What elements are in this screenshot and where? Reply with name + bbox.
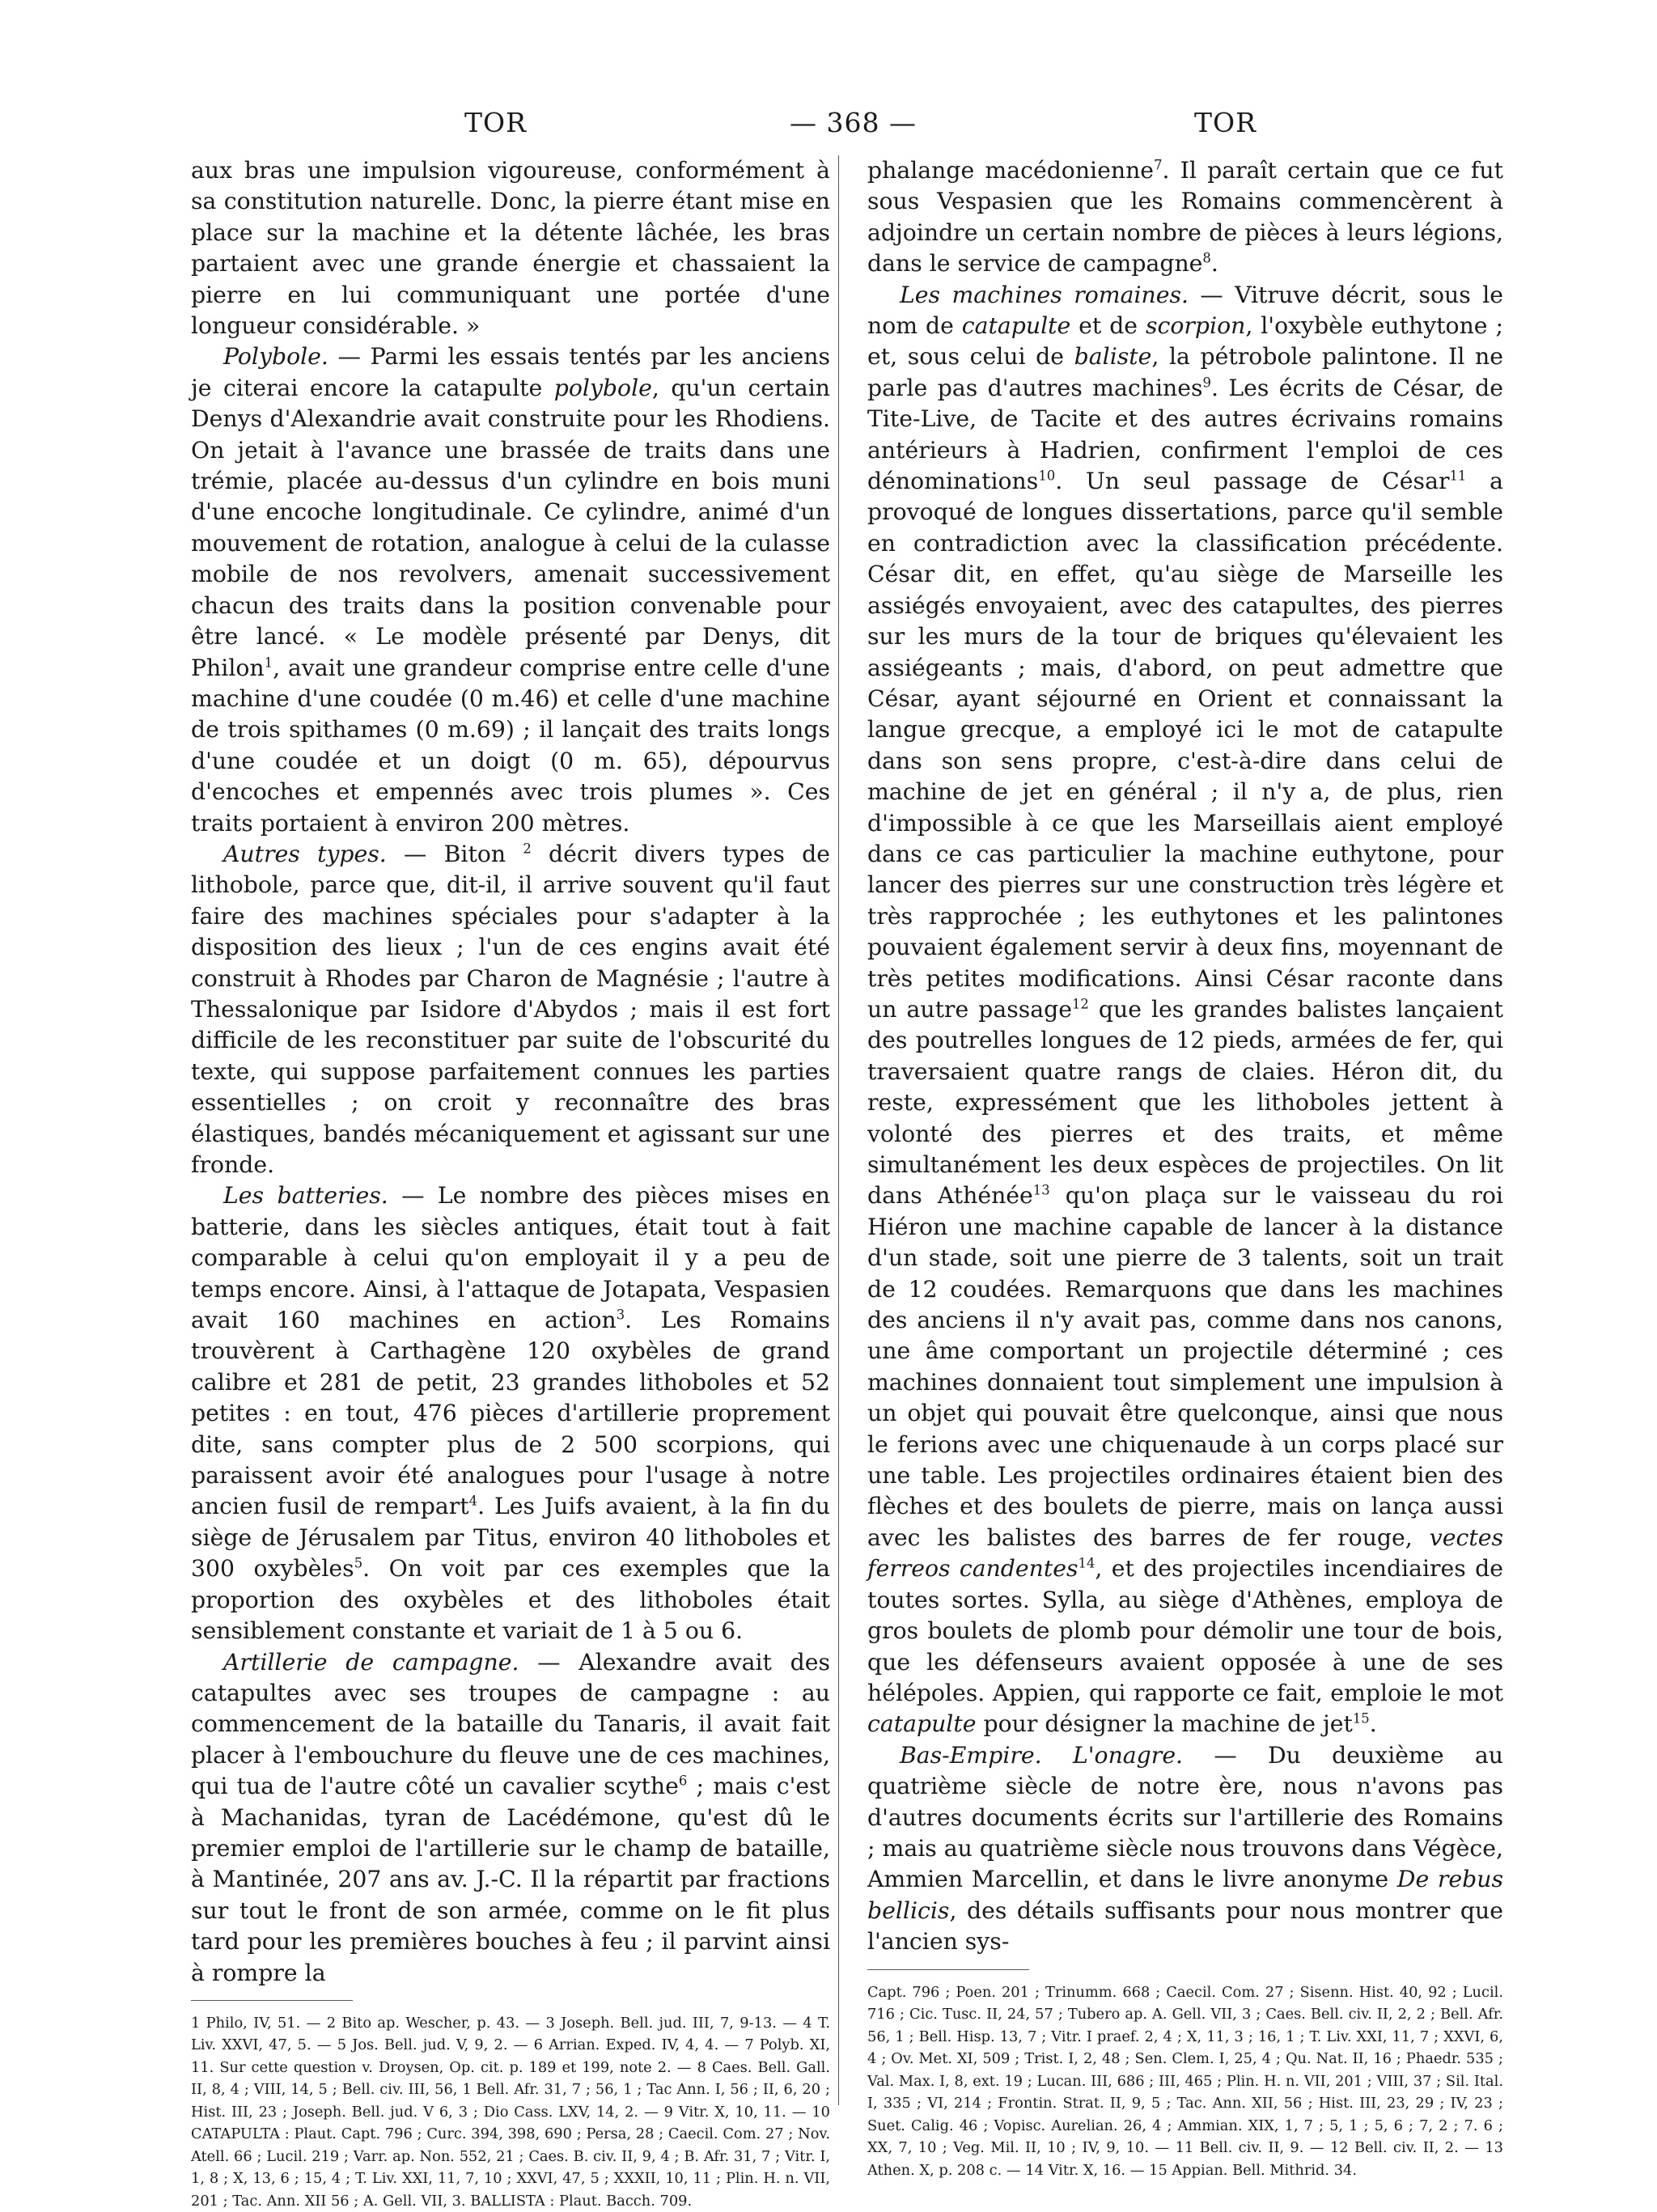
footnote-separator: [867, 1969, 1029, 1970]
footnote-ref: 11: [1449, 468, 1467, 484]
left-column-body: [191, 155, 830, 1989]
section-title: Polybole.: [223, 343, 328, 371]
right-column-body: [867, 155, 1503, 1958]
footnote-ref: 6: [678, 1773, 688, 1789]
footnote-ref: 4: [468, 1494, 478, 1510]
footnote-ref: 8: [1202, 250, 1211, 266]
footnote-separator: [191, 2000, 353, 2001]
right-column: [867, 155, 1503, 2181]
footnote-ref: 9: [1202, 375, 1211, 391]
footnote-ref: 1: [264, 655, 273, 671]
footnote-ref: 10: [1038, 468, 1056, 484]
footnote-ref: 12: [1071, 996, 1089, 1012]
paragraph-autres-types: Autres types. — Biton $^2$ décrit divers types de lithobole, parce que, dit-il, il arrive souvent qu'il faut faire des machines spéciales pour s'adapter à la disposition des lieux ; l'un de ces engins avait été construit à Rhodes par Charon de Magnésie ; l'autre à Thessalonique par Isidore d'Abydos ; mais il est fort difficile de les reconstituer par suite de l'obscurité du texte, qui suppose parfaitement connues les parties essentielles ; on croit y reconnaître des bras élastiques, bandés mécaniquement et agissant sur une fronde.: [191, 840, 830, 1178]
footnote-ref: 3: [616, 1307, 625, 1323]
footnote-ref: 5: [354, 1555, 363, 1571]
page-number: — 368 —: [790, 107, 917, 138]
footnote-ref: 14: [1078, 1555, 1095, 1571]
section-title: Les machines romaines.: [900, 281, 1189, 308]
footnote-ref: 2: [523, 841, 532, 857]
left-footnotes: 1 Philo, IV, 51. — 2 Bito ap. Wescher, p. 43. — 3 Joseph. Bell. jud. III, 7, 9-13. — 4 T. Liv. XXVI, 47, 5. — 5 Jos. Bell. jud. V, 9, 2. — 6 Arrian. Exped. IV, 4, 4. — 7 Polyb. XI, 11. Sur cette question v. Droysen, Op. cit. p. 189 et 199, note 2. — 8 Caes. Bell. Gall. II, 8, 4 ; VIII, 14, 5 ; Bell. civ. III, 56, 1 Bell. Afr. 31, 7 ; 56, 1 ; Tac Ann. I, 56 ; II, 6, 20 ; Hist. III, 23 ; Joseph. Bell. jud. V 6, 3 ; Dio Cass. LXV, 14, 2. — 9 Vitr. X, 10, 11. — 10 CATAPULTA : Plaut. Capt. 796 ; Curc. 394, 398, 690 ; Persa, 28 ; Caecil. Com. 27 ; Nov. Atell. 66 ; Lucil. 219 ; Varr. ap. Non. 552, 21 ; Caes. B. civ. II, 9, 4 ; B. Afr. 31, 7 ; Vitr. I, 1, 8 ; X, 13, 6 ; 15, 4 ; T. Liv. XXI, 11, 7, 10 ; XXVI, 47, 5 ; XXXII, 10, 11 ; Plin. H. n. VII, 201 ; Tac. Ann. XII 56 ; A. Gell. VII, 3. BALLISTA : Plaut. Bacch. 709.: [191, 2014, 830, 2210]
paragraph-machines-romaines: Les machines romaines. — Vitruve décrit, sous le nom de catapulte et de scorpion, l'oxybèle euthytone ; et, sous celui de baliste, la pétrobole palintone. Il ne parle pas d'autres machines$^9$. Les écrits de César, de Tite-Live, de Tacite et des autres écrivains romains antérieurs à Hadrien, confirment l'emploi de ces dénominations$^{10}$. Un seul passage de César$^{11}$ a provoqué de longues dissertations, parce qu'il semble en contradiction avec la classification précédente. César dit, en effet, qu'au siège de Marseille les assiégés envoyaient, avec des catapultes, des pierres sur les murs de la tour de briques qu'élevaient les assiégeants ; mais, d'abord, on peut admettre que César, ayant séjourné en Orient et connaissant la langue grecque, a employé ici le mot de catapulte dans son sens propre, c'est-à-dire dans celui de machine de jet en général ; il n'y a, de plus, rien d'impossible à ce que les Marseillais aient employé dans ce cas particulier la machine euthytone, pour lancer des pierres sur une construction très légère et très rapprochée ; les euthytones et les palintones pouvaient également servir à deux fins, moyennant de très petites modifications. Ainsi César raconte dans un autre passage$^{12}$ que les grandes balistes lançaient des poutrelles longues de 12 pieds, armées de fer, qui traversaient quatre rangs de claies. Héron dit, du reste, expressément que les lithoboles jettent à volonté des pierres et des traits, et même simultanément les deux espèces de projectiles. On lit dans Athénée$^{13}$ qu'on plaça sur le vaisseau du roi Hiéron une machine capable de lancer à la distance d'un stade, soit une pierre de 3 talents, soit un trait de 12 coudées. Remarquons que dans les machines des anciens il n'y avait pas, comme dans nos canons, une âme comportant un projectile déterminé ; ces machines donnaient tout simplement une impulsion à un objet qui pouvait être quelconque, ainsi que nous le ferions avec une chiquenaude à un corps placé sur une table. Les projectiles ordinaires étaient bien des flèches et des boulets de pierre, mais on lança aussi avec les balistes des barres de fer rouge, vectes ferreos candentes$^{14}$, et des projectiles incendiaires de toutes sortes. Sylla, au siège d'Athènes, employa de gros boulets de plomb pour démolir une tour de bois, que les défenseurs avaient opposée à une de ses hélépoles. Appien, qui rapporte ce fait, emploie le mot catapulte pour désigner la machine de jet$^{15}$.: [867, 281, 1503, 1738]
section-title: Artillerie de campagne.: [223, 1648, 519, 1676]
right-footnotes: Capt. 796 ; Poen. 201 ; Trinumm. 668 ; Caecil. Com. 27 ; Sisenn. Hist. 40, 92 ; Lucil. 716 ; Cic. Tusc. II, 24, 57 ; Tubero ap. A. Gell. VII, 3 ; Caes. Bell. civ. II, 2, 2 ; Bell. Afr. 56, 1 ; Bell. Hisp. 13, 7 ; Vitr. I praef. 2, 4 ; X, 11, 3 ; 16, 1 ; T. Liv. XXI, 11, 7 ; XXVI, 6, 4 ; Ov. Met. XI, 509 ; Trist. I, 2, 48 ; Sen. Clem. I, 25, 4 ; Qu. Nat. II, 16 ; Phaedr. 535 ; Val. Max. I, 8, ext. 19 ; Lucan. III, 686 ; III, 465 ; Plin. H. n. VII, 201 ; VIII, 37 ; Sil. Ital. I, 335 ; VI, 214 ; Frontin. Strat. II, 9, 5 ; Tac. Ann. XII, 56 ; Hist. III, 23, 29 ; IV, 23 ; Suet. Calig. 46 ; Vopisc. Aurelian. 26, 4 ; Ammian. XIX, 1, 7 ; 5, 1 ; 5, 6 ; 7, 2 ; 7. 6 ; XX, 7, 10 ; Veg. Mil. II, 10 ; IV, 9, 10. — 11 Bell. civ. II, 9. — 12 Bell. civ. II, 2. — 13 Athen. X, p. 208 c. — 14 Vitr. X, 16. — 15 Appian. Bell. Mithrid. 34.: [867, 1983, 1503, 2179]
header-right-title: TOR: [1194, 107, 1257, 138]
section-title: Les batteries.: [223, 1182, 388, 1210]
paragraph: aux bras une impulsion vigoureuse, conformément à sa constitution naturelle. Donc, la pierre étant mise en place sur la machine et la détente lâchée, les bras partaient avec une grande énergie et chassaient la pierre en lui communiquant une portée d'une longueur considérable. »: [191, 157, 830, 340]
footnote-ref: 15: [1352, 1710, 1370, 1727]
header-left-title: TOR: [464, 107, 527, 138]
footnote-ref: 13: [1032, 1182, 1050, 1198]
paragraph: phalange macédonienne$^7$. Il paraît certain que ce fut sous Vespasien que les Romains commencèrent à adjoindre un certain nombre de pièces à leurs légions, dans le service de campagne$^8$.: [867, 157, 1503, 278]
paragraph-batteries: Les batteries. — Le nombre des pièces mises en batterie, dans les siècles antiques, était tout à fait comparable à celui qu'on employait il y a peu de temps encore. Ainsi, à l'attaque de Jotapata, Vespasien avait 160 machines en action$^3$. Les Romains trouvèrent à Carthagène 120 oxybèles de grand calibre et 281 de petit, 23 grandes lithoboles et 52 petites : en tout, 476 pièces d'artillerie proprement dite, sans compter plus de 2 500 scorpions, qui paraissent avoir été analogues pour l'usage à notre ancien fusil de rempart$^4$. Les Juifs avaient, à la fin du siège de Jérusalem par Titus, environ 40 lithoboles et 300 oxybèles$^5$. On voit par ces exemples que la proportion des oxybèles et des lithoboles était sensiblement constante et variait de 1 à 5 ou 6.: [191, 1182, 831, 1645]
paragraph-polybole: Polybole. — Parmi les essais tentés par les anciens je citerai encore la catapulte polybole, qu'un certain Denys d'Alexandrie avait construite pour les Rhodiens. On jetait à l'avance une brassée de traits dans une trémie, placée au-dessus d'un cylindre en bois muni d'une encoche longitudinale. Ce cylindre, animé d'un mouvement de rotation, analogue à celui de la culasse mobile de nos revolvers, amenait successivement chacun des traits dans la position convenable pour être lancé. « Le modèle présenté par Denys, dit Philon$^1$, avait une grandeur comprise entre celle d'une machine d'une coudée (0 m.46) et celle d'une machine de trois spithames (0 m.69) ; il lançait des traits longs d'une coudée et un doigt (0 m. 65), dépourvus d'encoches et empennés avec trois plumes ». Ces traits portaient à environ 200 mètres.: [191, 343, 830, 837]
paragraph-artillerie-campagne: Artillerie de campagne. — Alexandre avait des catapultes avec ses troupes de campagne : au commencement de la bataille du Tanaris, il avait fait placer à l'embouchure du fleuve une de ces machines, qui tua de l'autre côté un cavalier scythe$^6$ ; mais c'est à Machanidas, tyran de Lacédémone, qu'est dû le premier emploi de l'artillerie sur le champ de bataille, à Mantinée, 207 ans av. J.-C. Il la répartit par fractions sur tout le front de son armée, comme on le fit plus tard pour les premières bouches à feu ; il parvint ainsi à rompre la: [191, 1648, 830, 1986]
left-column: [191, 155, 830, 2212]
column-divider: [838, 155, 839, 2105]
footnote-ref: 7: [1154, 157, 1163, 173]
section-title: Autres types.: [223, 840, 387, 867]
section-title: Bas-Empire. L'onagre.: [900, 1741, 1184, 1769]
running-header: [191, 107, 1474, 155]
paragraph-bas-empire: Bas-Empire. L'onagre. — Du deuxième au quatrième siècle de notre ère, nous n'avons pas d'autres documents écrits sur l'artillerie des Romains ; mais au quatrième siècle nous trouvons dans Végèce, Ammien Marcellin, et dans le livre anonyme De rebus bellicis, des détails suffisants pour nous montrer que l'ancien sys-: [867, 1741, 1503, 1956]
